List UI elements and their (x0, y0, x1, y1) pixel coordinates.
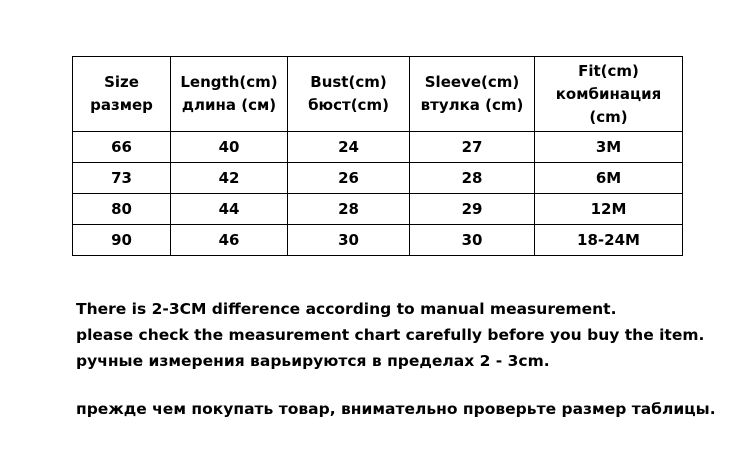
header-fit-ru: комбинация (555, 84, 662, 103)
table-row (73, 194, 683, 225)
cell-sleeve: 29 (410, 194, 535, 225)
cell-bust: 30 (288, 225, 410, 256)
table-row (73, 225, 683, 256)
measurement-notes (76, 296, 736, 422)
cell-bust: 26 (288, 163, 410, 194)
cell-size: 73 (73, 163, 171, 194)
header-fit-unit: (cm) (589, 107, 628, 126)
cell-fit: 3M (535, 132, 683, 163)
cell-length: 40 (171, 132, 288, 163)
header-size-en: Size (104, 73, 139, 91)
cell-fit: 18-24M (535, 225, 683, 256)
header-sleeve-en: Sleeve(cm) (424, 73, 520, 91)
note-check-chart-en: please check the measurement chart carefully before you buy the item. (76, 326, 705, 344)
cell-size: 66 (73, 132, 171, 163)
cell-fit: 6M (535, 163, 683, 194)
header-size (73, 57, 171, 132)
cell-bust: 24 (288, 132, 410, 163)
header-fit-en: Fit(cm) (578, 61, 639, 80)
cell-sleeve: 30 (410, 225, 535, 256)
cell-length: 46 (171, 225, 288, 256)
cell-sleeve: 27 (410, 132, 535, 163)
header-length (171, 57, 288, 132)
header-sleeve (410, 57, 535, 132)
cell-size: 90 (73, 225, 171, 256)
header-length-en: Length(cm) (180, 73, 278, 91)
cell-size: 80 (73, 194, 171, 225)
table-header-row (73, 57, 683, 132)
header-length-ru: длина (см) (181, 96, 277, 114)
note-difference-en: There is 2-3CM difference according to manual measurement. (76, 300, 617, 318)
cell-length: 44 (171, 194, 288, 225)
note-check-chart-ru: прежде чем покупать товар, внимательно проверьте размер таблицы. (76, 400, 716, 418)
cell-sleeve: 28 (410, 163, 535, 194)
table-row (73, 163, 683, 194)
header-bust-en: Bust(cm) (310, 73, 387, 91)
note-difference-ru: ручные измерения варьируются в пределах 2 - 3cm. (76, 352, 550, 370)
cell-length: 42 (171, 163, 288, 194)
header-size-ru: размер (90, 96, 153, 114)
cell-bust: 28 (288, 194, 410, 225)
table-row (73, 132, 683, 163)
header-sleeve-ru: втулка (cm) (420, 96, 524, 114)
cell-fit: 12M (535, 194, 683, 225)
header-bust-ru: бюст(cm) (308, 96, 389, 114)
header-bust (288, 57, 410, 132)
size-chart-table (72, 56, 683, 256)
header-fit (535, 57, 683, 132)
